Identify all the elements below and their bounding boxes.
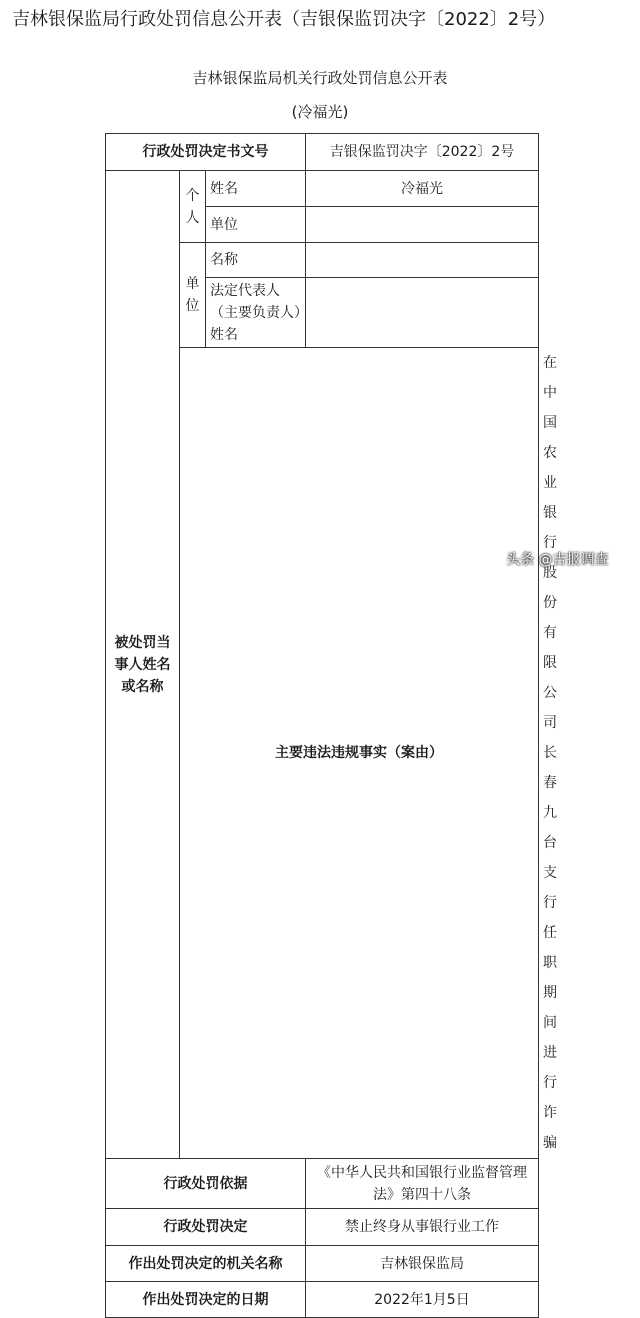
legal-representative-label: 法定代表人（主要负责人）姓名 — [206, 278, 306, 348]
entity-name-value — [306, 243, 539, 278]
document-subtitle: (冷福光) — [291, 103, 349, 121]
document-title: 吉林银保监局机关行政处罚信息公开表 — [192, 69, 448, 87]
individual-label: 个人 — [180, 171, 206, 243]
date-value: 2022年1月5日 — [306, 1282, 539, 1318]
decision-label: 行政处罚决定 — [106, 1209, 306, 1246]
legal-representative-value — [306, 278, 539, 348]
entity-label: 单位 — [180, 243, 206, 348]
individual-name-label: 姓名 — [206, 171, 306, 207]
authority-label: 作出处罚决定的机关名称 — [106, 1246, 306, 1282]
table-row-basis — [106, 1159, 539, 1209]
table-row-decision — [106, 1209, 539, 1246]
table-row-violation: 主要违法违规事实（案由） 在中国农业银行股份有限公司长春九台支行任职期间进行诈骗 — [106, 348, 539, 1159]
table-row-authority — [106, 1246, 539, 1282]
basis-label: 行政处罚依据 — [106, 1159, 306, 1209]
entity-name-label: 名称 — [206, 243, 306, 278]
individual-unit-label: 单位 — [206, 207, 306, 243]
decision-number-label: 行政处罚决定书文号 — [106, 134, 306, 171]
decision-number-value: 吉银保监罚决字〔2022〕2号 — [306, 134, 539, 171]
party-label: 被处罚当事人姓名或名称 — [106, 171, 180, 1159]
table-row-date — [106, 1282, 539, 1318]
penalty-info-table — [105, 133, 557, 1318]
date-label: 作出处罚决定的日期 — [106, 1282, 306, 1318]
watermark: 头条 @吉报调查 — [506, 552, 609, 568]
individual-name-value: 冷福光 — [306, 171, 539, 207]
individual-unit-value — [306, 207, 539, 243]
table-row-individual-name — [106, 171, 539, 207]
table-row-decision-number — [106, 134, 539, 171]
authority-value: 吉林银保监局 — [306, 1246, 539, 1282]
basis-value: 《中华人民共和国银行业监督管理法》第四十八条 — [306, 1159, 539, 1209]
violation-label: 主要违法违规事实（案由） — [180, 348, 539, 1159]
decision-value: 禁止终身从事银行业工作 — [306, 1209, 539, 1246]
page-heading: 吉林银保监局行政处罚信息公开表（吉银保监罚决字〔2022〕2号） — [12, 9, 556, 30]
